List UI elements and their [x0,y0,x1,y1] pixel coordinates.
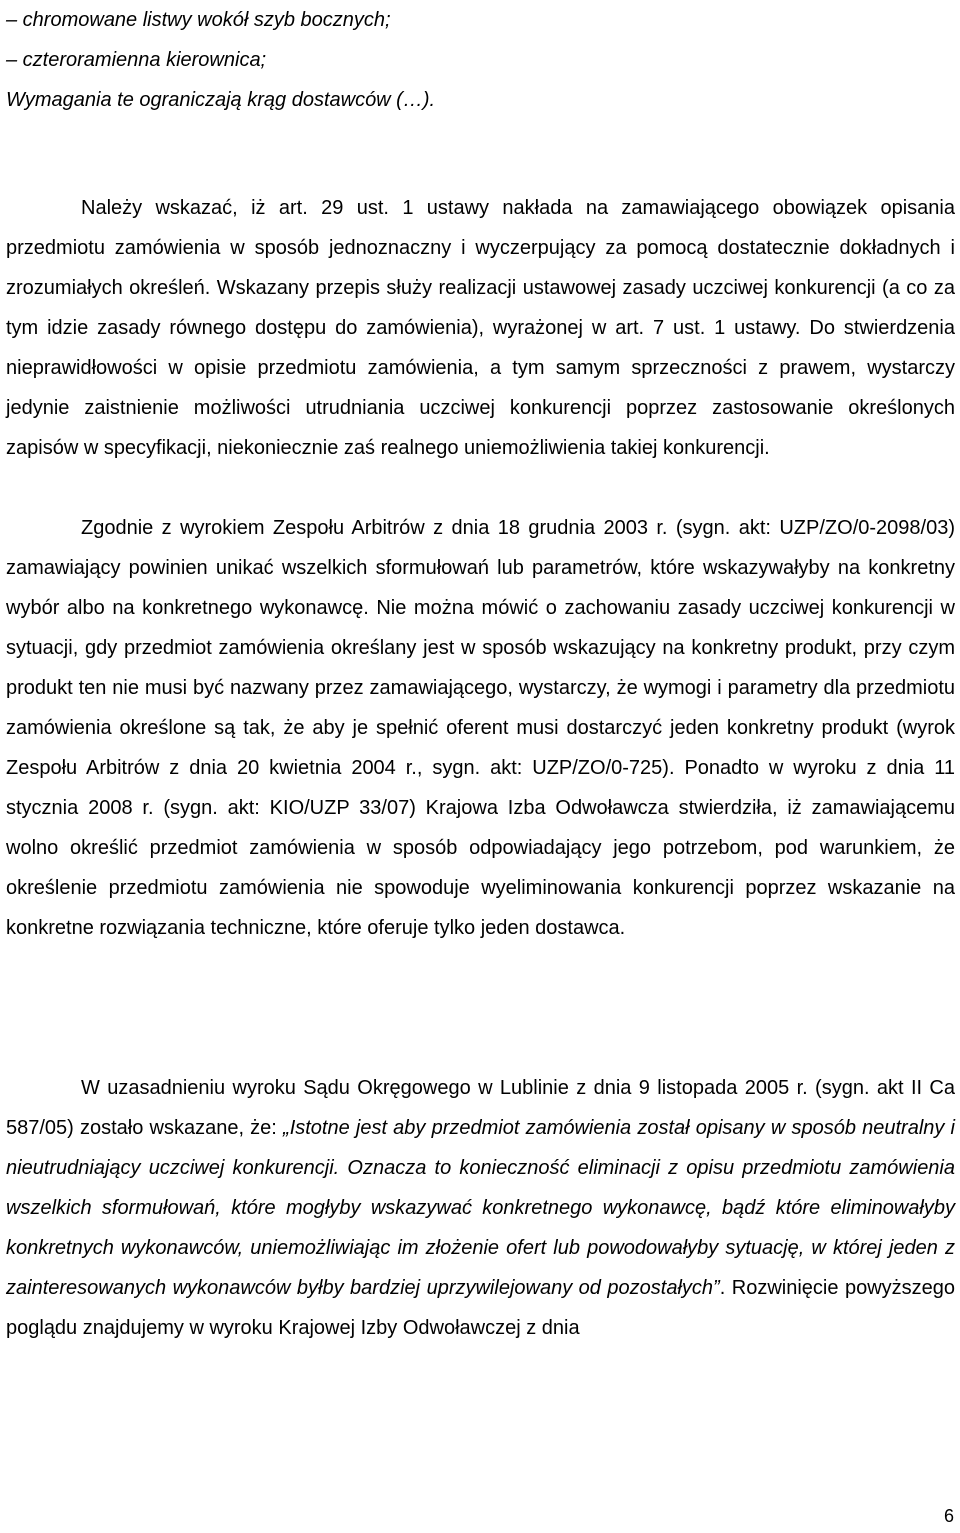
list-item: – chromowane listwy wokół szyb bocznych; [6,9,391,31]
list-item: – czteroramienna kierownica; [6,49,267,71]
paragraph-3-lead: W uzasadnieniu wyroku Sądu Okręgowego w Lublinie z dnia 9 listopada 2005 r. (sygn. akt II Ca 587/05) zostało wskazane, że: [6,1077,955,1139]
paragraph-2: Zgodnie z wyrokiem Zespołu Arbitrów z dnia 18 grudnia 2003 r. (sygn. akt: UZP/ZO/0-2098/03) zamawiający powinien unikać wszelkich sformułowań lub parametrów, które wskazywałyby na konkretny wybór albo na konkretnego wykonawcę. Nie można mówić o zachowaniu zasady uczciwej konkurencji w sytuacji, gdy przedmiot zamówienia określany jest w sposób wskazujący na konkretny produkt, przy czym produkt ten nie musi być nazwany przez zamawiającego, wystarczy, że wymogi i parametry dla przedmiotu zamówienia określone są tak, że aby je spełnić oferent musi dostarczyć jeden konkretny produkt (wyrok Zespołu Arbitrów z dnia 20 kwietnia 2004 r., sygn. akt: UZP/ZO/0-725). Ponadto w wyroku z dnia 11 stycznia 2008 r. (sygn. akt: KIO/UZP 33/07) Krajowa Izba Odwoławcza stwierdziła, iż zamawiającemu wolno określić przedmiot zamówienia w sposób odpowiadający jego potrzebom, pod warunkiem, że określenie przedmiotu zamówienia nie spowoduje wyeliminowania konkurencji poprzez wskazanie na konkretne rozwiązania techniczne, które oferuje tylko jeden dostawca. [6,517,955,939]
page-number: 6 [943,1506,954,1526]
paragraph-3-quote: „Istotne jest aby przedmiot zamówienia został opisany w sposób neutralny i nieutrudniający uczciwej konkurencji. Oznacza to konieczność eliminacji z opisu przedmiotu zamówienia wszelkich sformułowań, które mogłyby wskazywać konkretnego wykonawcę, bądź które eliminowałyby konkretnych wykonawców, uniemożliwiając im złożenie ofert lub powodowałyby sytuację, w której jeden z zainteresowanych wykonawców byłby bardziej uprzywilejowany od pozostałych” [6,1117,955,1299]
paragraph-3-tail: . Rozwinięcie powyższego poglądu znajdujemy w wyroku Krajowej Izby Odwoławczej z dnia [6,1277,955,1339]
list-item: Wymagania te ograniczają krąg dostawców (…). [6,89,436,111]
paragraph-1: Należy wskazać, iż art. 29 ust. 1 ustawy nakłada na zamawiającego obowiązek opisania przedmiotu zamówienia w sposób jednoznaczny i wyczerpujący za pomocą dostatecznie dokładnych i zrozumiałych określeń. Wskazany przepis służy realizacji ustawowej zasady uczciwej konkurencji (a co za tym idzie zasady równego dostępu do zamówienia), wyrażonej w art. 7 ust. 1 ustawy. Do stwierdzenia nieprawidłowości w opisie przedmiotu zamówienia, a tym samym sprzeczności z prawem, wystarczy jedynie zaistnienie możliwości utrudniania uczciwej konkurencji poprzez zastosowanie określonych zapisów w specyfikacji, niekoniecznie zaś realnego uniemożliwienia takiej konkurencji. [6,197,955,459]
italic-list [6,0,946,120]
paragraph-3 [6,1068,955,1348]
